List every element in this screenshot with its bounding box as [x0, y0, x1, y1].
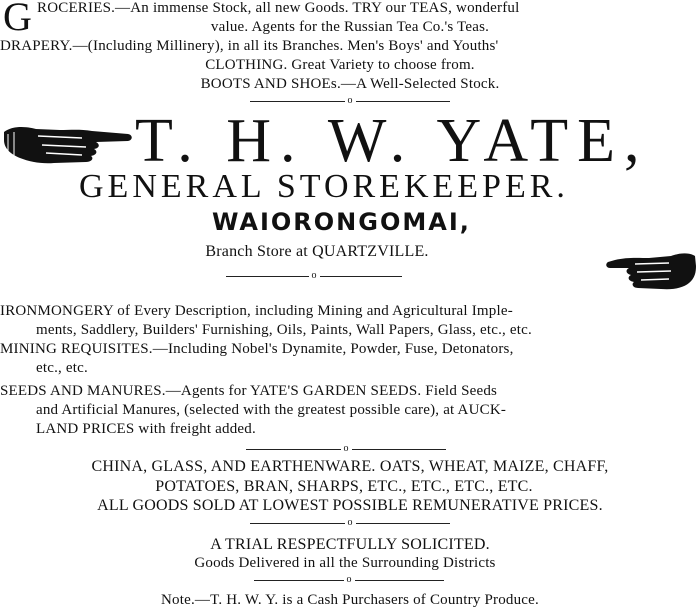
- seeds-line-2: and Artificial Manures, (selected with the greatest possible care), at AUCK-: [36, 402, 507, 418]
- ironmongery-line-1: IRONMONGERY of Every Description, including Mining and Agricultural Imple-: [0, 303, 513, 319]
- seeds-line-3: LAND PRICES with freight added.: [36, 421, 256, 437]
- trial-line: A TRIAL RESPECTFULLY SOLICITED.: [210, 536, 490, 553]
- groceries-line-2: value. Agents for the Russian Tea Co.'s Teas.: [210, 19, 490, 35]
- seeds-line-1: SEEDS AND MANURES.—Agents for YATE'S GARDEN SEEDS. Field Seeds: [0, 383, 498, 399]
- ironmongery-line-2: ments, Saddlery, Builders' Furnishing, Oils, Paints, Wall Papers, Glass, etc., etc.: [36, 322, 532, 338]
- china-line-2: POTATOES, BRAN, SHARPS, ETC., ETC., ETC., ETC.: [155, 478, 533, 495]
- separator: o: [250, 94, 450, 108]
- separator: o: [254, 573, 444, 587]
- mining-line-2: etc., etc.: [36, 360, 88, 376]
- dropcap: G: [3, 0, 32, 39]
- store-location: WAIORONGOMAI,: [212, 208, 471, 236]
- merchant-name: T. H. W. YATE,: [135, 107, 649, 175]
- drapery-line-2: CLOTHING. Great Variety to choose from.: [205, 57, 475, 73]
- boots-line: BOOTS AND SHOEs.—A Well-Selected Stock.: [200, 76, 500, 92]
- mining-line-1: MINING REQUISITES.—Including Nobel's Dynamite, Powder, Fuse, Detonators,: [0, 341, 514, 357]
- merchant-role: GENERAL STOREKEEPER.: [79, 168, 569, 205]
- separator: o: [226, 269, 402, 283]
- note-line: Note.—T. H. W. Y. is a Cash Purchasers of Country Produce.: [161, 592, 539, 608]
- drapery-line-1: DRAPERY.—(Including Millinery), in all its Branches. Men's Boys' and Youths': [0, 38, 499, 54]
- separator: o: [250, 516, 450, 530]
- china-line-1: CHINA, GLASS, AND EARTHENWARE. OATS, WHEAT, MAIZE, CHAFF,: [91, 458, 609, 475]
- branch-store-line: Branch Store at QUARTZVILLE.: [205, 243, 429, 260]
- pointing-hand-left-icon: [605, 248, 697, 294]
- delivered-line: Goods Delivered in all the Surrounding Districts: [194, 555, 496, 571]
- separator: o: [246, 442, 446, 456]
- all-goods-line: ALL GOODS SOLD AT LOWEST POSSIBLE REMUNERATIVE PRICES.: [97, 497, 603, 514]
- pointing-hand-right-icon: [2, 118, 134, 168]
- groceries-line-1: ROCERIES.—An immense Stock, all new Goods. TRY our TEAS, wonderful: [37, 0, 520, 16]
